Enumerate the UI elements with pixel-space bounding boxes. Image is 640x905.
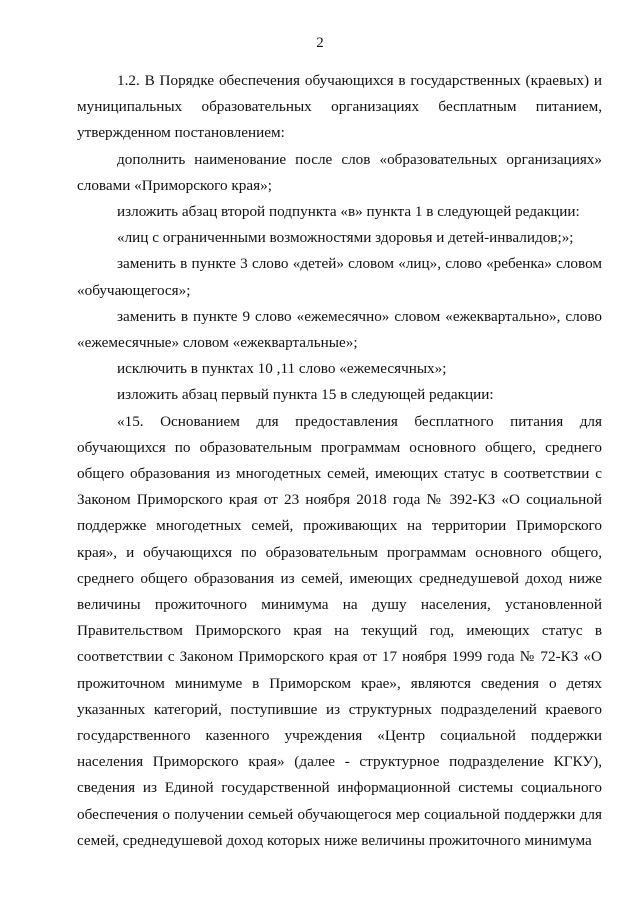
paragraph-subpoint-v: изложить абзац второй подпункта «в» пункта 1 в следующей редакции: [117, 203, 580, 221]
document-body [77, 68, 602, 854]
paragraph-point-9: заменить в пункте 9 слово «ежемесячно» словом «ежеквартально», слово «ежемесячные» словом «ежеквартальные»; [77, 307, 602, 352]
paragraph-point-15-text: «15. Основанием для предоставления бесплатного питания для обучающихся по образовательным программам основного общего, среднего общего образования из многодетных семей, имеющих статус в соответствии с Законом Приморского края от 23 ноября 2018 года № 392-КЗ «О социальной поддержке многодетных семей, проживающих на территории Приморского края», и обучающихся по образовательным программам основного общего, среднего общего образования из семей, имеющих среднедушевой доход ниже величины прожиточного минимума на душу населения, установленной Правительством Приморского края на текущий год, имеющих статус в соответствии с Законом Приморского края от 17 ноября 1999 года № 72-КЗ «О прожиточном минимуме в Приморском крае», являются сведения о детях указанных категорий, поступившие из структурных подразделений краевого государственного казенного учреждения «Центр социальной поддержки населения Приморского края» (далее - структурное подразделение КГКУ), сведения из Единой государственной информационной системы социального обеспечения о получении семьей обучающегося мер социальной поддержки для семей, среднедушевой доход которых ниже величины прожиточного минимума [77, 412, 602, 849]
paragraph-1-2-intro: 1.2. В Порядке обеспечения обучающихся в государственных (краевых) и муниципальных образовательных организациях бесплатным питанием, утвержденном постановлением: [77, 72, 602, 142]
page-number: 2 [316, 35, 324, 51]
paragraph-point-15-intro: изложить абзац первый пункта 15 в следующей редакции: [117, 386, 494, 404]
paragraph-rename: дополнить наименование после слов «образовательных организациях» словами «Приморского края»; [77, 150, 602, 194]
paragraph-points-10-11: исключить в пунктах 10 ,11 слово «ежемесячных»; [117, 360, 447, 378]
paragraph-quote-disabled: «лиц с ограниченными возможностями здоровья и детей-инвалидов;»; [117, 229, 574, 247]
paragraph-point-3: заменить в пункте 3 слово «детей» словом «лиц», слово «ребенка» словом «обучающегося»; [77, 255, 602, 299]
